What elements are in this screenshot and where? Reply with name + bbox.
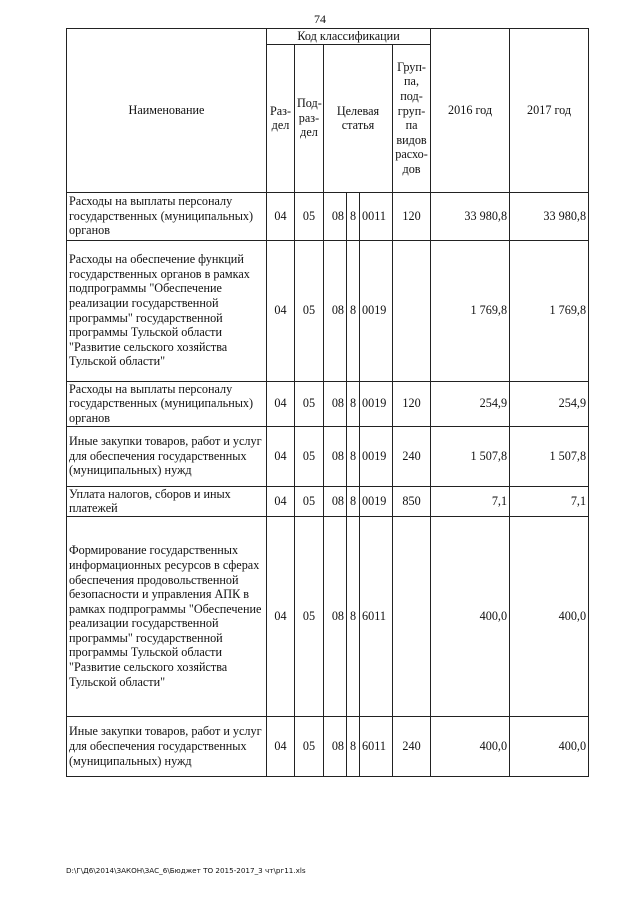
row-subsection-code: 05	[295, 381, 324, 426]
row-expense-group-code: 120	[393, 192, 431, 240]
row-name: Расходы на выплаты персоналу государственных (муниципальных) органов	[67, 192, 267, 240]
header-section: Раз- дел	[267, 44, 295, 192]
row-name: Уплата налогов, сборов и иных платежей	[67, 486, 267, 516]
header-subsection: Под- раз- дел	[295, 44, 324, 192]
row-target-program-code: 08	[324, 426, 347, 486]
table-row	[67, 240, 589, 381]
table-row	[67, 426, 589, 486]
budget-table	[66, 28, 589, 777]
row-section-code: 04	[267, 192, 295, 240]
row-target-subprogram-code: 8	[347, 381, 360, 426]
row-target-program-code: 08	[324, 240, 347, 381]
file-path: D:\Г\Д6\2014\ЗАКОН\ЗАС_6\Бюджет ТО 2015-2017_3 чт\рг11.xls	[66, 866, 306, 875]
row-subsection-code: 05	[295, 486, 324, 516]
header-classification: Код классификации	[267, 29, 431, 45]
row-subsection-code: 05	[295, 240, 324, 381]
row-subsection-code: 05	[295, 716, 324, 776]
row-target-direction-code: 0019	[360, 426, 393, 486]
table-row	[67, 716, 589, 776]
row-expense-group-code: 120	[393, 381, 431, 426]
row-expense-group-code: 850	[393, 486, 431, 516]
page-number: 74	[314, 12, 326, 26]
row-target-direction-code: 6011	[360, 716, 393, 776]
row-section-code: 04	[267, 381, 295, 426]
table-row	[67, 516, 589, 716]
row-target-direction-code: 0011	[360, 192, 393, 240]
row-target-subprogram-code: 8	[347, 716, 360, 776]
row-subsection-code: 05	[295, 192, 324, 240]
row-section-code: 04	[267, 486, 295, 516]
row-name: Формирование государственных информационных ресурсов в сферах обеспечения продовольственной безопасности и управления АПК в рамках подпрограммы "Обеспечение реализации государственной программы" государственной программы Тульской области "Развитие сельского хозяйства Тульской области"	[67, 516, 267, 716]
row-target-direction-code: 0019	[360, 381, 393, 426]
row-target-program-code: 08	[324, 716, 347, 776]
table-row	[67, 381, 589, 426]
row-section-code: 04	[267, 716, 295, 776]
table-row	[67, 486, 589, 516]
row-amount-2017: 400,0	[510, 516, 589, 716]
row-target-subprogram-code: 8	[347, 192, 360, 240]
row-expense-group-code: 240	[393, 716, 431, 776]
row-amount-2016: 400,0	[431, 716, 510, 776]
row-amount-2016: 400,0	[431, 516, 510, 716]
row-subsection-code: 05	[295, 516, 324, 716]
row-target-direction-code: 6011	[360, 516, 393, 716]
row-amount-2016: 1 769,8	[431, 240, 510, 381]
row-subsection-code: 05	[295, 426, 324, 486]
row-section-code: 04	[267, 240, 295, 381]
row-amount-2017: 1 507,8	[510, 426, 589, 486]
row-amount-2017: 1 769,8	[510, 240, 589, 381]
row-amount-2017: 33 980,8	[510, 192, 589, 240]
row-name: Иные закупки товаров, работ и услуг для обеспечения государственных (муниципальных) нужд	[67, 426, 267, 486]
row-target-subprogram-code: 8	[347, 516, 360, 716]
row-target-program-code: 08	[324, 486, 347, 516]
row-amount-2017: 7,1	[510, 486, 589, 516]
header-target-item: Целевая статья	[324, 44, 393, 192]
row-section-code: 04	[267, 516, 295, 716]
row-target-subprogram-code: 8	[347, 426, 360, 486]
header-expense-group: Груп- па, под- груп- па видов расхо- дов	[393, 44, 431, 192]
row-section-code: 04	[267, 426, 295, 486]
row-target-direction-code: 0019	[360, 486, 393, 516]
row-target-subprogram-code: 8	[347, 486, 360, 516]
row-expense-group-code: 240	[393, 426, 431, 486]
table-row	[67, 192, 589, 240]
row-name: Расходы на обеспечение функций государственных органов в рамках подпрограммы "Обеспечение реализации государственной программы" государственной программы Тульской области "Развитие сельского хозяйства Тульской области"	[67, 240, 267, 381]
row-expense-group-code	[393, 240, 431, 381]
row-name: Иные закупки товаров, работ и услуг для обеспечения государственных (муниципальных) нужд	[67, 716, 267, 776]
row-amount-2016: 254,9	[431, 381, 510, 426]
row-amount-2017: 400,0	[510, 716, 589, 776]
row-target-subprogram-code: 8	[347, 240, 360, 381]
row-amount-2016: 7,1	[431, 486, 510, 516]
row-target-program-code: 08	[324, 192, 347, 240]
row-name: Расходы на выплаты персоналу государственных (муниципальных) органов	[67, 381, 267, 426]
row-expense-group-code	[393, 516, 431, 716]
row-amount-2016: 1 507,8	[431, 426, 510, 486]
row-target-direction-code: 0019	[360, 240, 393, 381]
header-2016: 2016 год	[431, 29, 510, 193]
header-2017: 2017 год	[510, 29, 589, 193]
row-amount-2017: 254,9	[510, 381, 589, 426]
row-amount-2016: 33 980,8	[431, 192, 510, 240]
row-target-program-code: 08	[324, 516, 347, 716]
header-name: Наименование	[67, 29, 267, 193]
row-target-program-code: 08	[324, 381, 347, 426]
